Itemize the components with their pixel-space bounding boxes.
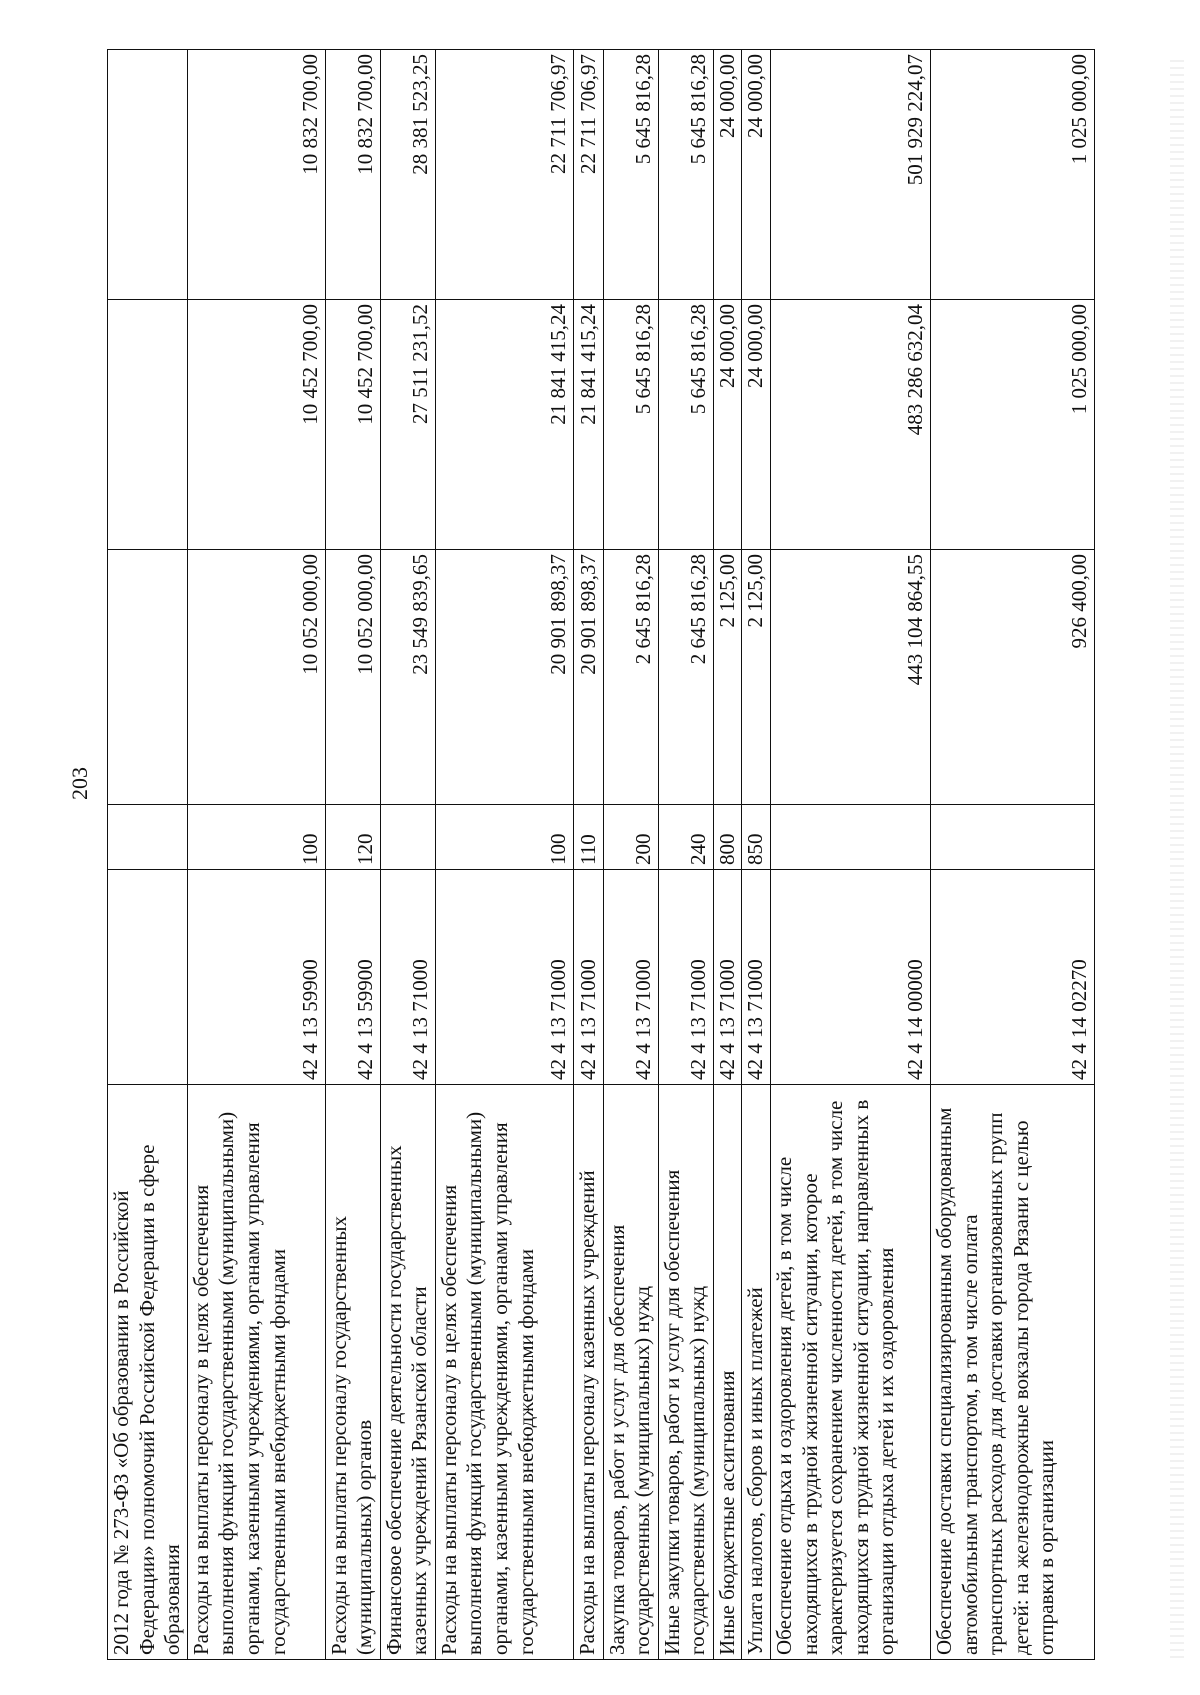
row-value-2023: 5 645 816,28 <box>603 50 658 300</box>
row-value-2023: 501 929 224,07 <box>771 50 931 300</box>
row-code: 42 4 13 71000 <box>742 870 771 1085</box>
table-row <box>713 50 742 1660</box>
table-row <box>742 50 771 1660</box>
row-value-2022: 10 452 700,00 <box>325 300 380 550</box>
row-value-2021: 23 549 839,65 <box>380 550 435 805</box>
row-code: 42 4 13 59900 <box>325 870 380 1085</box>
table-row <box>325 50 380 1660</box>
row-value-2023: 28 381 523,25 <box>380 50 435 300</box>
row-name: 2012 года № 273-ФЗ «Об образовании в Российской Федерации» полномочий Российской Федерации в сфере образования <box>108 1085 188 1660</box>
row-value-2022: 21 841 415,24 <box>573 300 603 550</box>
row-code: 42 4 14 00000 <box>771 870 931 1085</box>
row-value-2021: 20 901 898,37 <box>435 550 573 805</box>
row-kvr: 850 <box>742 805 771 870</box>
row-value-2023 <box>108 50 188 300</box>
table-row <box>108 50 188 1660</box>
row-value-2022 <box>108 300 188 550</box>
row-name: Обеспечение отдыха и оздоровления детей, в том числе находящихся в трудной жизненной ситуации, которое характеризуется сохранением численности детей, в том числе находящихся в трудной жизненной ситуации, направленных в организации отдыха детей и их оздоровления <box>771 1085 931 1660</box>
row-kvr: 110 <box>573 805 603 870</box>
table-row <box>603 50 658 1660</box>
row-value-2022: 483 286 632,04 <box>771 300 931 550</box>
row-name: Расходы на выплаты персоналу в целях обеспечения выполнения функций государственными (муниципальными) органами, казенными учреждениями, органами управления государственными внебюджетными фондами <box>435 1085 573 1660</box>
row-name: Обеспечение доставки специализированным оборудованным автомобильным транспортом, в том числе оплата транспортных расходов для доставки организованных групп детей: на железнодорожные вокзалы города Рязани с целью отправки в организации <box>931 1085 1095 1660</box>
row-kvr <box>380 805 435 870</box>
row-value-2023: 1 025 000,00 <box>931 50 1095 300</box>
row-value-2022: 21 841 415,24 <box>435 300 573 550</box>
row-code: 42 4 14 02270 <box>931 870 1095 1085</box>
row-kvr <box>108 805 188 870</box>
row-value-2021: 10 052 000,00 <box>325 550 380 805</box>
row-name: Закупка товаров, работ и услуг для обеспечения государственных (муниципальных) нужд <box>603 1085 658 1660</box>
table-row <box>380 50 435 1660</box>
row-value-2021: 2 645 816,28 <box>658 550 713 805</box>
row-value-2023: 24 000,00 <box>742 50 771 300</box>
row-kvr: 200 <box>603 805 658 870</box>
row-code: 42 4 13 59900 <box>187 870 325 1085</box>
row-value-2022: 1 025 000,00 <box>931 300 1095 550</box>
row-value-2021: 20 901 898,37 <box>573 550 603 805</box>
row-kvr: 100 <box>435 805 573 870</box>
row-value-2022: 24 000,00 <box>742 300 771 550</box>
row-value-2023: 22 711 706,97 <box>435 50 573 300</box>
table-row <box>771 50 931 1660</box>
row-value-2021: 2 645 816,28 <box>603 550 658 805</box>
row-code: 42 4 13 71000 <box>713 870 742 1085</box>
row-name: Иные бюджетные ассигнования <box>713 1085 742 1660</box>
scan-edge-mark <box>1170 60 1184 1660</box>
row-kvr <box>771 805 931 870</box>
row-value-2023: 22 711 706,97 <box>573 50 603 300</box>
row-value-2023: 24 000,00 <box>713 50 742 300</box>
table-row <box>931 50 1095 1660</box>
row-value-2021: 2 125,00 <box>742 550 771 805</box>
row-value-2021: 10 052 000,00 <box>187 550 325 805</box>
row-value-2023: 5 645 816,28 <box>658 50 713 300</box>
row-kvr: 100 <box>187 805 325 870</box>
row-code <box>108 870 188 1085</box>
row-value-2021: 926 400,00 <box>931 550 1095 805</box>
budget-table <box>107 49 1095 1660</box>
row-value-2022: 27 511 231,52 <box>380 300 435 550</box>
row-kvr: 800 <box>713 805 742 870</box>
row-code: 42 4 13 71000 <box>603 870 658 1085</box>
row-value-2023: 10 832 700,00 <box>187 50 325 300</box>
row-code: 42 4 13 71000 <box>435 870 573 1085</box>
row-name: Иные закупки товаров, работ и услуг для обеспечения государственных (муниципальных) нужд <box>658 1085 713 1660</box>
row-name: Расходы на выплаты персоналу государственных (муниципальных) органов <box>325 1085 380 1660</box>
row-name: Расходы на выплаты персоналу в целях обеспечения выполнения функций государственными (муниципальными) органами, казенными учреждениями, органами управления государственными внебюджетными фондами <box>187 1085 325 1660</box>
table-row <box>435 50 573 1660</box>
row-name: Финансовое обеспечение деятельности государственных казенных учреждений Рязанской области <box>380 1085 435 1660</box>
row-kvr <box>931 805 1095 870</box>
row-name: Уплата налогов, сборов и иных платежей <box>742 1085 771 1660</box>
row-code: 42 4 13 71000 <box>380 870 435 1085</box>
budget-table-sheet <box>107 50 1092 1660</box>
row-value-2021 <box>108 550 188 805</box>
table-row <box>573 50 603 1660</box>
row-value-2022: 24 000,00 <box>713 300 742 550</box>
table-row <box>658 50 713 1660</box>
row-value-2022: 5 645 816,28 <box>658 300 713 550</box>
row-code: 42 4 13 71000 <box>658 870 713 1085</box>
row-value-2023: 10 832 700,00 <box>325 50 380 300</box>
table-row <box>187 50 325 1660</box>
row-value-2021: 443 104 864,55 <box>771 550 931 805</box>
row-kvr: 120 <box>325 805 380 870</box>
row-value-2022: 5 645 816,28 <box>603 300 658 550</box>
row-value-2022: 10 452 700,00 <box>187 300 325 550</box>
page-number: 203 <box>67 767 92 800</box>
row-code: 42 4 13 71000 <box>573 870 603 1085</box>
row-value-2021: 2 125,00 <box>713 550 742 805</box>
row-kvr: 240 <box>658 805 713 870</box>
row-name: Расходы на выплаты персоналу казенных учреждений <box>573 1085 603 1660</box>
